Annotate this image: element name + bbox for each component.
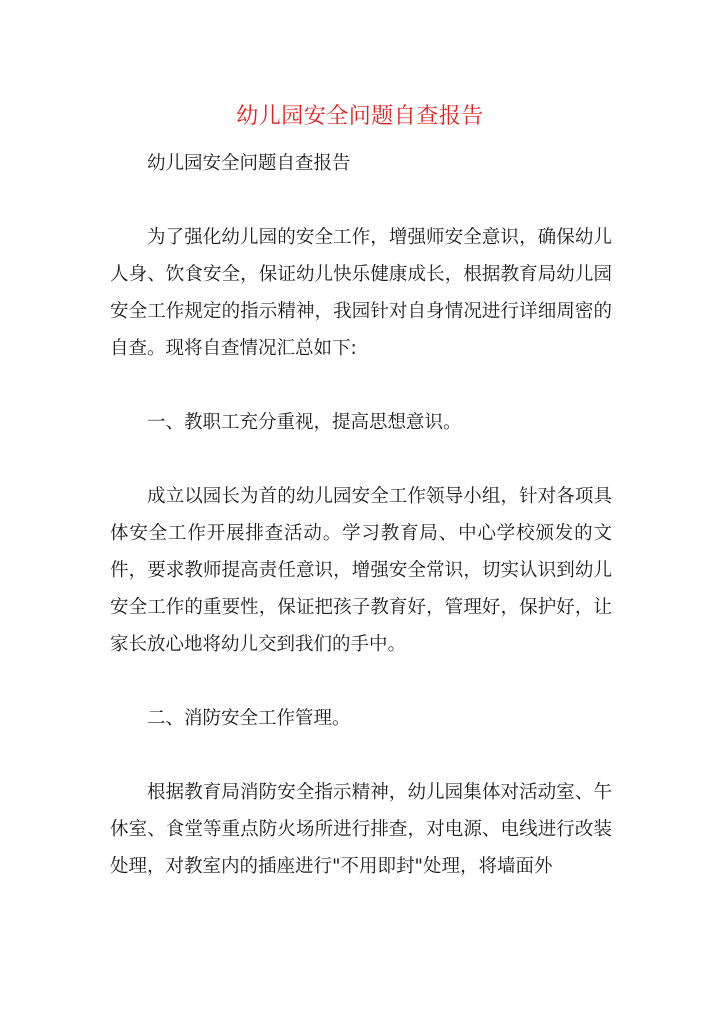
document-body xyxy=(110,145,612,885)
paragraph-spacer xyxy=(110,182,612,219)
paragraph-spacer xyxy=(110,441,612,478)
document-title: 幼儿园安全问题自查报告 xyxy=(236,104,484,129)
section-2-paragraph: 根据教育局消防安全指示精神，幼儿园集体对活动室、午休室、食堂等重点防火场所进行排查，对电源、电线进行改装处理，对教室内的插座进行"不用即封"处理，将墙面外 xyxy=(110,782,612,877)
section-heading-2: 二、消防安全工作管理。 xyxy=(147,708,351,729)
paragraph-spacer xyxy=(110,737,612,774)
paragraph-spacer xyxy=(110,663,612,700)
subtitle-paragraph: 幼儿园安全问题自查报告 xyxy=(147,153,351,174)
paragraph-spacer xyxy=(110,367,612,404)
intro-paragraph: 为了强化幼儿园的安全工作，增强师安全意识，确保幼儿人身、饮食安全，保证幼儿快乐健康成长，根据教育局幼儿园安全工作规定的指示精神，我园针对自身情况进行详细周密的自查。现将自查情况汇总如下: xyxy=(110,227,612,359)
section-heading-1: 一、教职工充分重视，提高思想意识。 xyxy=(147,412,462,433)
section-1-paragraph: 成立以园长为首的幼儿园安全工作领导小组，针对各项具体安全工作开展排查活动。学习教育局、中心学校颁发的文件，要求教师提高责任意识，增强安全常识，切实认识到幼儿安全工作的重要性，保证把孩子教育好，管理好，保护好，让家长放心地将幼儿交到我们的手中。 xyxy=(110,486,612,655)
